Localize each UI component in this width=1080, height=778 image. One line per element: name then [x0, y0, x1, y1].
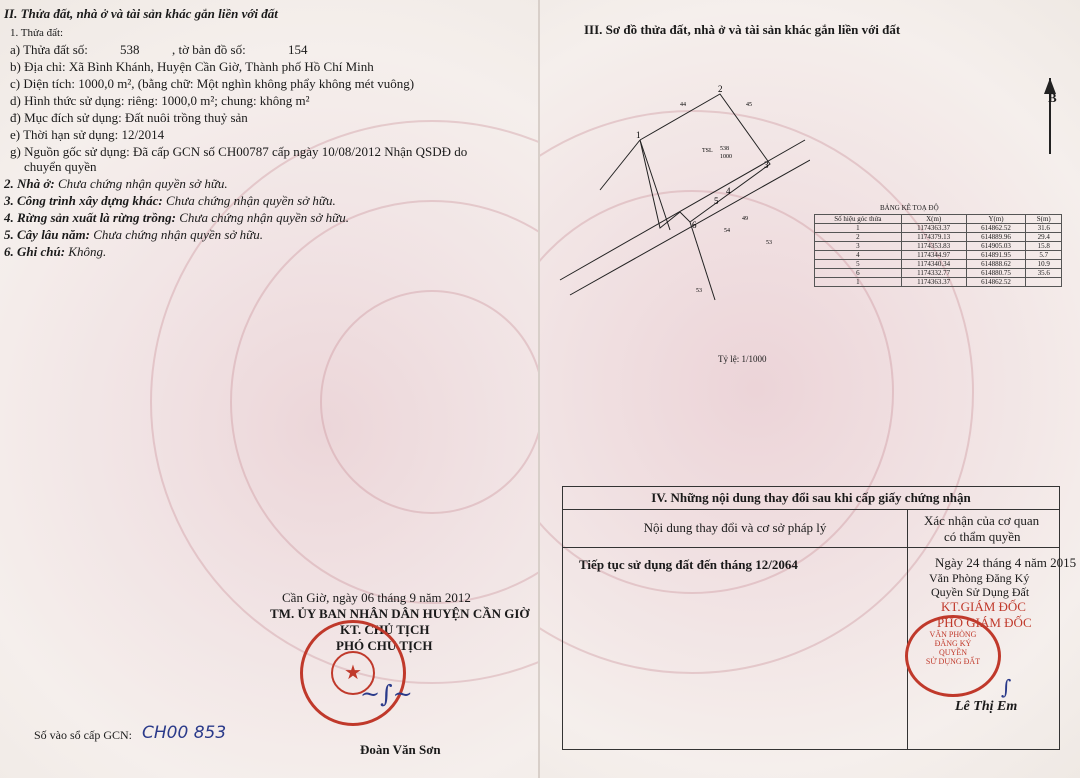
confirm-header-line-2: có thẩm quyền [944, 529, 1021, 544]
changes-col-header: Nội dung thay đổi và cơ sở pháp lý [563, 509, 908, 548]
coord-cell: 614862.52 [966, 278, 1026, 287]
note-item: 6. Ghi chú: Không. [4, 244, 107, 259]
coord-cell: 35.6 [1026, 269, 1062, 278]
coord-cell: 2 [815, 233, 902, 242]
neighbor-label-2: 45 [746, 102, 752, 108]
coord-header-y: Y(m) [966, 215, 1026, 224]
origin-line-cont: chuyển quyền [24, 159, 97, 174]
neighbor-label-5: 53 [766, 240, 772, 246]
scale-label: Tỷ lệ: 1/1000 [718, 354, 767, 364]
change-entry: Tiếp tục sử dụng đất đến tháng 12/2064 [579, 557, 798, 572]
coord-cell: 614880.75 [966, 269, 1026, 278]
coord-cell: 614889.96 [966, 233, 1026, 242]
parcel-sketch [540, 80, 810, 380]
coord-table-title: BẢNG KÊ TOẠ ĐỘ [880, 204, 939, 212]
north-arrow [1038, 76, 1062, 156]
changes-box [562, 486, 1077, 750]
coord-row [815, 224, 1062, 233]
address-line: b) Địa chỉ: Xã Bình Khánh, Huyện Cần Giờ, Thành phố Hồ Chí Minh [10, 59, 374, 74]
parcel-label: TSL [702, 148, 713, 154]
coord-cell: 5 [815, 260, 902, 269]
confirm-col-header [908, 509, 1059, 548]
coord-row [815, 242, 1062, 251]
point-3-label: 3 [764, 160, 769, 170]
coord-row [815, 233, 1062, 242]
coord-row [815, 278, 1062, 287]
coord-cell: 31.6 [1026, 224, 1062, 233]
house-item: 2. Nhà ở: Chưa chứng nhận quyền sở hữu. [4, 176, 228, 191]
area-line: c) Diện tích: 1000,0 m², (bằng chữ: Một nghìn không phẩy không mét vuông) [10, 76, 415, 91]
coord-cell: 1174332.77 [901, 269, 966, 278]
coord-cell: 1174363.37 [901, 224, 966, 233]
signature-right: ∫ [1001, 675, 1012, 699]
coord-cell [1026, 278, 1062, 287]
coord-cell: 1 [815, 224, 902, 233]
coord-header-s: S(m) [1026, 215, 1062, 224]
coord-cell: 1174379.13 [901, 233, 966, 242]
confirm-org-2: Quyền Sử Dụng Đất [931, 585, 1030, 599]
coord-cell: 4 [815, 251, 902, 260]
point-1-label: 1 [636, 130, 641, 140]
parcel-number: 538 [120, 42, 140, 57]
map-sheet-number: 154 [288, 42, 308, 57]
registration-number: CH00 853 [142, 723, 227, 743]
coord-cell: 1174363.37 [901, 278, 966, 287]
coord-cell: 1 [815, 278, 902, 287]
coord-row [815, 260, 1062, 269]
parcel-number: 538 [720, 146, 729, 152]
coord-cell: 5.7 [1026, 251, 1062, 260]
section-iii-title: III. Sơ đồ thửa đất, nhà ở và tài sản khác gắn liền với đất [584, 22, 901, 37]
point-6-label: 6 [692, 220, 697, 230]
official-seal-left: ★ [300, 620, 406, 726]
origin-line: g) Nguồn gốc sử dụng: Đã cấp GCN số CH00787 cấp ngày 10/08/2012 Nhận QSDĐ do [10, 144, 468, 159]
subsection-1: 1. Thửa đất: [10, 27, 64, 39]
signing-date: Cần Giờ, ngày 06 tháng 9 năm 2012 [282, 590, 471, 605]
coord-table [814, 214, 1062, 287]
confirm-org-4: PHÓ GIÁM ĐỐC [937, 615, 1032, 630]
section-iv-title: IV. Những nội dung thay đổi sau khi cấp giấy chứng nhận [563, 487, 1059, 510]
coord-row [815, 269, 1062, 278]
coord-cell: 29.4 [1026, 233, 1062, 242]
confirm-date: Ngày 24 tháng 4 năm 2015 [935, 555, 1077, 570]
official-seal-right: VĂN PHÒNG ĐĂNG KÝ QUYỀN SỬ DỤNG ĐẤT [905, 615, 1001, 697]
construction-item: 3. Công trình xây dựng khác: Chưa chứng nhận quyền sở hữu. [4, 193, 336, 208]
point-5-label: 5 [714, 196, 719, 206]
right-page [540, 0, 1080, 778]
drum-pattern-inner [320, 290, 540, 514]
parcel-area: 1000 [720, 154, 732, 160]
coord-cell: 10.9 [1026, 260, 1062, 269]
coord-header-x: X(m) [901, 215, 966, 224]
issuing-org: TM. ỦY BAN NHÂN DÂN HUYỆN CẦN GIỜ [270, 606, 530, 621]
confirm-org-3: KT.GIÁM ĐỐC [941, 599, 1026, 614]
usage-purpose-line: đ) Mục đích sử dụng: Đất nuôi trồng thuỷ sản [10, 110, 248, 125]
section-ii-title: II. Thửa đất, nhà ở và tài sản khác gắn liền với đất [4, 6, 278, 21]
coord-cell: 614891.95 [966, 251, 1026, 260]
coord-cell: 1174344.97 [901, 251, 966, 260]
neighbor-label-4: 54 [724, 228, 730, 234]
coord-cell: 3 [815, 242, 902, 251]
coord-cell: 614888.62 [966, 260, 1026, 269]
point-4-label: 4 [726, 186, 731, 196]
north-arrow-icon [1038, 76, 1062, 156]
signer-name: Đoàn Văn Sơn [360, 742, 441, 757]
confirm-org-1: Văn Phòng Đăng Ký [929, 571, 1030, 585]
parcel-number-label: a) Thửa đất số: [10, 42, 88, 57]
issuing-role-2: PHÓ CHỦ TỊCH [336, 638, 433, 653]
coord-header-point: Số hiệu góc thửa [815, 215, 902, 224]
coord-cell: 614905.03 [966, 242, 1026, 251]
coord-cell: 6 [815, 269, 902, 278]
issuing-role-1: KT. CHỦ TỊCH [340, 622, 430, 637]
usage-form-line: d) Hình thức sử dụng: riêng: 1000,0 m²; chung: không m² [10, 93, 310, 108]
coord-cell: 1174353.83 [901, 242, 966, 251]
north-label: B [1048, 90, 1057, 105]
map-sheet-label: , tờ bản đồ số: [172, 42, 246, 57]
coord-cell: 15.8 [1026, 242, 1062, 251]
coord-cell: 1174340.34 [901, 260, 966, 269]
usage-term-line: e) Thời hạn sử dụng: 12/2014 [10, 127, 165, 142]
signature-left: ~∫~ [360, 680, 413, 708]
neighbor-label-6: 53 [696, 288, 702, 294]
registration-label: Số vào sổ cấp GCN: [34, 728, 132, 742]
confirm-signer: Lê Thị Em [955, 699, 1018, 714]
coord-cell: 614862.52 [966, 224, 1026, 233]
neighbor-label-3: 49 [742, 216, 748, 222]
confirm-header-line-1: Xác nhận của cơ quan [924, 513, 1040, 528]
forest-item: 4. Rừng sản xuất là rừng trồng: Chưa chứng nhận quyền sở hữu. [4, 210, 349, 225]
neighbor-label-1: 44 [680, 102, 686, 108]
coord-row [815, 251, 1062, 260]
perennial-item: 5. Cây lâu năm: Chưa chứng nhận quyền sở hữu. [4, 227, 263, 242]
point-2-label: 2 [718, 84, 723, 94]
